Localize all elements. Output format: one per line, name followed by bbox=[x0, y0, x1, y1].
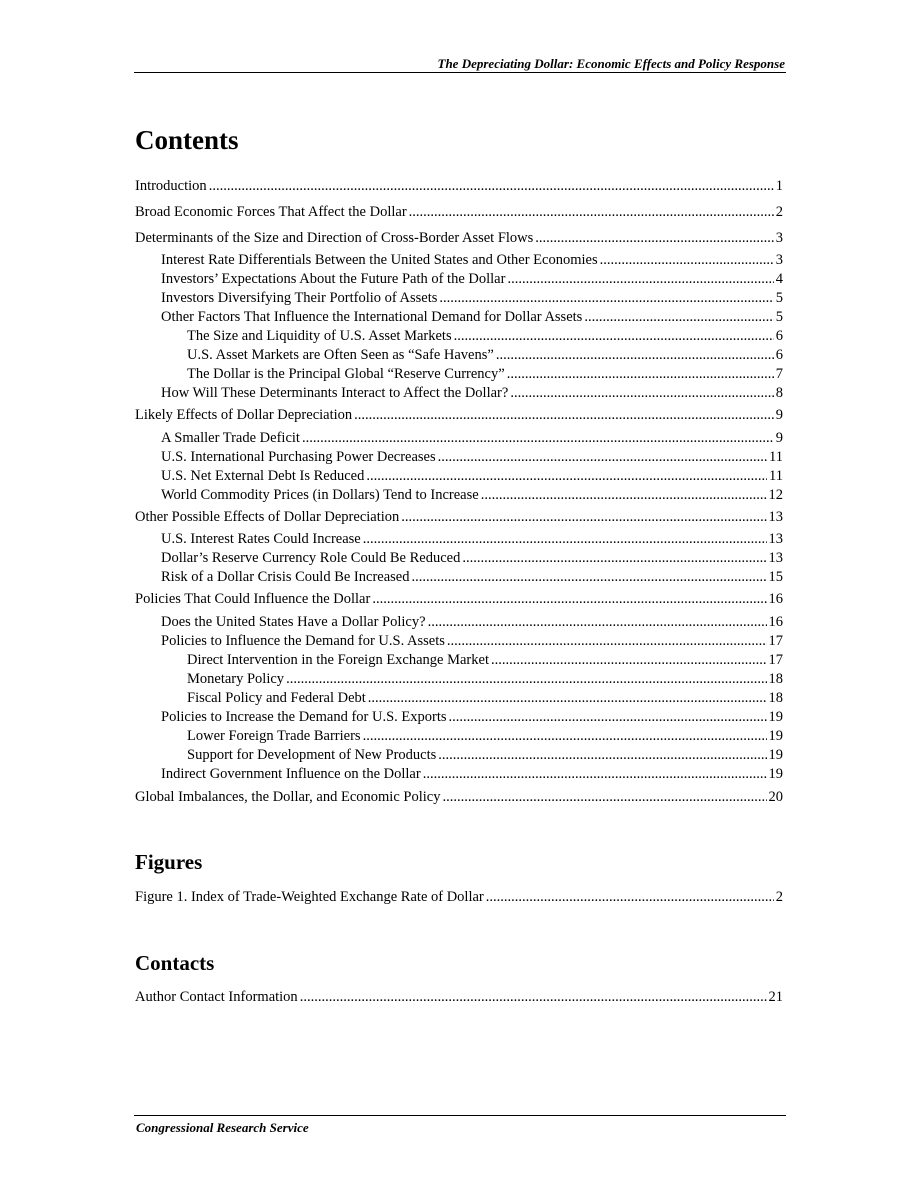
toc-entry[interactable]: Does the United States Have a Dollar Policy? ..... 16 bbox=[135, 613, 783, 631]
contents-heading: Contents bbox=[135, 125, 239, 155]
toc-entry[interactable]: Direct Intervention in the Foreign Exchange Market ..... 17 bbox=[135, 651, 783, 669]
figures-heading: Figures bbox=[135, 850, 203, 874]
footer-organization: Congressional Research Service bbox=[136, 1120, 309, 1135]
toc-entry[interactable]: Investors’ Expectations About the Future Path of the Dollar ..... 4 bbox=[135, 270, 783, 288]
toc-entry[interactable]: Other Factors That Influence the International Demand for Dollar Assets ..... 5 bbox=[135, 308, 783, 326]
running-header-title: The Depreciating Dollar: Economic Effects and Policy Response bbox=[437, 56, 785, 71]
toc-entry[interactable]: Dollar’s Reserve Currency Role Could Be Reduced ..... 13 bbox=[135, 549, 783, 567]
toc-entry[interactable]: U.S. International Purchasing Power Decreases ..... 11 bbox=[135, 448, 783, 466]
toc-entry[interactable]: How Will These Determinants Interact to Affect the Dollar? ..... 8 bbox=[135, 384, 783, 402]
toc-entry[interactable]: The Dollar is the Principal Global “Reserve Currency” ..... 7 bbox=[135, 365, 783, 383]
toc-entry[interactable]: Global Imbalances, the Dollar, and Economic Policy ..... 20 bbox=[135, 788, 783, 806]
toc-entry[interactable]: Fiscal Policy and Federal Debt ..... 18 bbox=[135, 689, 783, 707]
toc-entry[interactable]: Likely Effects of Dollar Depreciation ..... 9 bbox=[135, 406, 783, 424]
footer-rule bbox=[134, 1115, 786, 1116]
toc-entry[interactable]: Other Possible Effects of Dollar Depreciation ..... 13 bbox=[135, 508, 783, 526]
toc-entry[interactable]: Indirect Government Influence on the Dollar ..... 19 bbox=[135, 765, 783, 783]
toc-entry[interactable]: The Size and Liquidity of U.S. Asset Markets ..... 6 bbox=[135, 327, 783, 345]
toc-entry[interactable]: Policies That Could Influence the Dollar ..... 16 bbox=[135, 590, 783, 608]
toc-entry[interactable]: U.S. Net External Debt Is Reduced ..... 11 bbox=[135, 467, 783, 485]
toc-entry[interactable]: Support for Development of New Products ..... 19 bbox=[135, 746, 783, 764]
toc-entry[interactable]: Investors Diversifying Their Portfolio of Assets ..... 5 bbox=[135, 289, 783, 307]
toc-entry[interactable]: Lower Foreign Trade Barriers ..... 19 bbox=[135, 727, 783, 745]
toc-entry[interactable]: Broad Economic Forces That Affect the Dollar ..... 2 bbox=[135, 203, 783, 221]
toc-entry[interactable]: Policies to Influence the Demand for U.S. Assets ..... 17 bbox=[135, 632, 783, 650]
toc-entry[interactable]: U.S. Interest Rates Could Increase ..... 13 bbox=[135, 530, 783, 548]
toc-entry[interactable]: World Commodity Prices (in Dollars) Tend to Increase ..... 12 bbox=[135, 486, 783, 504]
toc-entry[interactable]: U.S. Asset Markets are Often Seen as “Safe Havens” ..... 6 bbox=[135, 346, 783, 364]
toc-entry[interactable]: A Smaller Trade Deficit ..... 9 bbox=[135, 429, 783, 447]
toc-entry[interactable]: Determinants of the Size and Direction of Cross-Border Asset Flows ..... 3 bbox=[135, 229, 783, 247]
toc-entry[interactable]: Risk of a Dollar Crisis Could Be Increased ..... 15 bbox=[135, 568, 783, 586]
contact-entry[interactable]: Author Contact Information ..... 21 bbox=[135, 988, 783, 1006]
figure-entry[interactable]: Figure 1. Index of Trade-Weighted Exchange Rate of Dollar ..... 2 bbox=[135, 888, 783, 906]
header-rule bbox=[134, 72, 786, 73]
contacts-heading: Contacts bbox=[135, 951, 215, 975]
toc-entry[interactable]: Interest Rate Differentials Between the United States and Other Economies ..... 3 bbox=[135, 251, 783, 269]
toc-entry[interactable]: Policies to Increase the Demand for U.S. Exports ..... 19 bbox=[135, 708, 783, 726]
toc-entry[interactable]: Monetary Policy ..... 18 bbox=[135, 670, 783, 688]
toc-entry[interactable]: Introduction ..... 1 bbox=[135, 177, 783, 195]
